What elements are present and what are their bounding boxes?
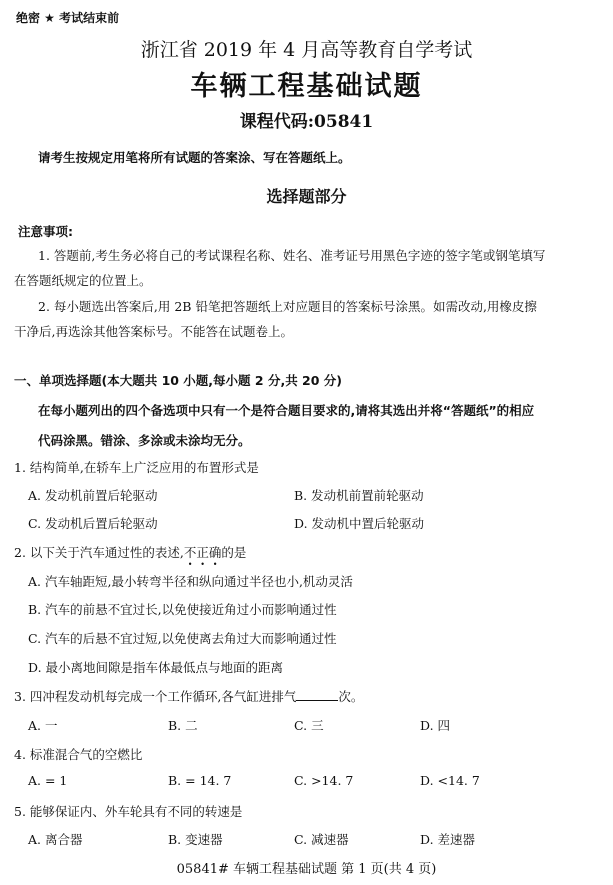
question-3-option-a: A. 一 bbox=[28, 718, 58, 733]
notice-item-1-line-2: 在答题纸规定的位置上。 bbox=[14, 273, 152, 288]
question-5-stem: 5. 能够保证内、外车轮具有不同的转速是 bbox=[14, 804, 243, 819]
question-3-answer-blank bbox=[296, 688, 338, 701]
confidential-label: 绝密 ★ 考试结束前 bbox=[16, 11, 120, 25]
notice-heading: 注意事项: bbox=[18, 224, 73, 239]
section-title: 选择题部分 bbox=[266, 187, 347, 206]
question-2-option-d: D. 最小离地间隙是指车体最低点与地面的距离 bbox=[28, 660, 284, 675]
question-4-stem: 4. 标准混合气的空燃比 bbox=[14, 747, 143, 762]
course-code: 课程代码:05841 bbox=[239, 112, 374, 132]
question-2-stem-pre: 2. 以下关于汽车通过性的表述, bbox=[14, 545, 184, 560]
question-4-option-a: A. = 1 bbox=[28, 773, 68, 788]
question-3-stem-post: 次。 bbox=[338, 689, 364, 704]
question-2-stem bbox=[14, 543, 246, 561]
paper-title: 车辆工程基础试题 bbox=[190, 71, 423, 102]
question-4-option-c: C. >14. 7 bbox=[294, 773, 354, 788]
question-5-option-a: A. 离合器 bbox=[28, 832, 83, 847]
question-3-stem-pre: 3. 四冲程发动机每完成一个工作循环,各气缸进排气 bbox=[14, 689, 297, 704]
question-2-option-c: C. 汽车的后悬不宜过短,以免使离去角过大而影响通过性 bbox=[28, 631, 337, 646]
question-3-option-d: D. 四 bbox=[420, 718, 451, 733]
part-one-heading: 一、单项选择题(本大题共 10 小题,每小题 2 分,共 20 分) bbox=[14, 373, 343, 388]
question-4-option-b: B. = 14. 7 bbox=[168, 773, 232, 788]
part-one-desc-line-2: 代码涂黑。错涂、多涂或未涂均无分。 bbox=[38, 433, 251, 448]
question-2-emphasis-char-2: 正 bbox=[196, 545, 209, 560]
exam-session-line: 浙江省 2019 年 4 月高等教育自学考试 bbox=[140, 39, 473, 61]
question-2-emphasis-char-3: 确 bbox=[208, 545, 222, 560]
part-one-desc-line-1: 在每小题列出的四个备选项中只有一个是符合题目要求的,请将其选出并将“答题纸”的相应 bbox=[38, 403, 535, 418]
question-1-option-d: D. 发动机中置后轮驱动 bbox=[294, 516, 425, 531]
question-3-option-b: B. 二 bbox=[168, 718, 198, 733]
question-5-option-b: B. 变速器 bbox=[168, 832, 223, 847]
question-5-option-c: C. 减速器 bbox=[294, 832, 349, 847]
general-instruction: 请考生按规定用笔将所有试题的答案涂、写在答题纸上。 bbox=[38, 150, 351, 165]
notice-item-1-line-1: 1. 答题前,考生务必将自己的考试课程名称、姓名、准考证号用黑色字迹的签字笔或钢笔填写 bbox=[38, 248, 546, 263]
question-1-option-b: B. 发动机前置前轮驱动 bbox=[294, 488, 424, 503]
question-2-emphasis-char-1: 不 bbox=[183, 545, 197, 560]
question-5-option-d: D. 差速器 bbox=[420, 832, 476, 847]
question-1-stem: 1. 结构简单,在轿车上广泛应用的布置形式是 bbox=[14, 460, 259, 475]
question-1-option-c: C. 发动机后置后轮驱动 bbox=[28, 516, 158, 531]
question-3-option-c: C. 三 bbox=[294, 718, 324, 733]
question-3-stem bbox=[14, 687, 363, 705]
notice-item-2-line-1: 2. 每小题选出答案后,用 2B 铅笔把答题纸上对应题目的答案标号涂黑。如需改动,用橡皮擦 bbox=[38, 299, 537, 314]
question-2-option-a: A. 汽车轴距短,最小转弯半径和纵向通过半径也小,机动灵活 bbox=[28, 574, 353, 589]
question-2-option-b: B. 汽车的前悬不宜过长,以免使接近角过小而影响通过性 bbox=[28, 602, 337, 617]
notice-item-2-line-2: 干净后,再选涂其他答案标号。不能答在试题卷上。 bbox=[14, 324, 293, 339]
question-2-stem-post: 的是 bbox=[221, 545, 247, 560]
question-1-option-a: A. 发动机前置后轮驱动 bbox=[28, 488, 158, 503]
page-footer: 05841# 车辆工程基础试题 第 1 页(共 4 页) bbox=[176, 862, 437, 877]
question-4-option-d: D. <14. 7 bbox=[420, 773, 480, 788]
